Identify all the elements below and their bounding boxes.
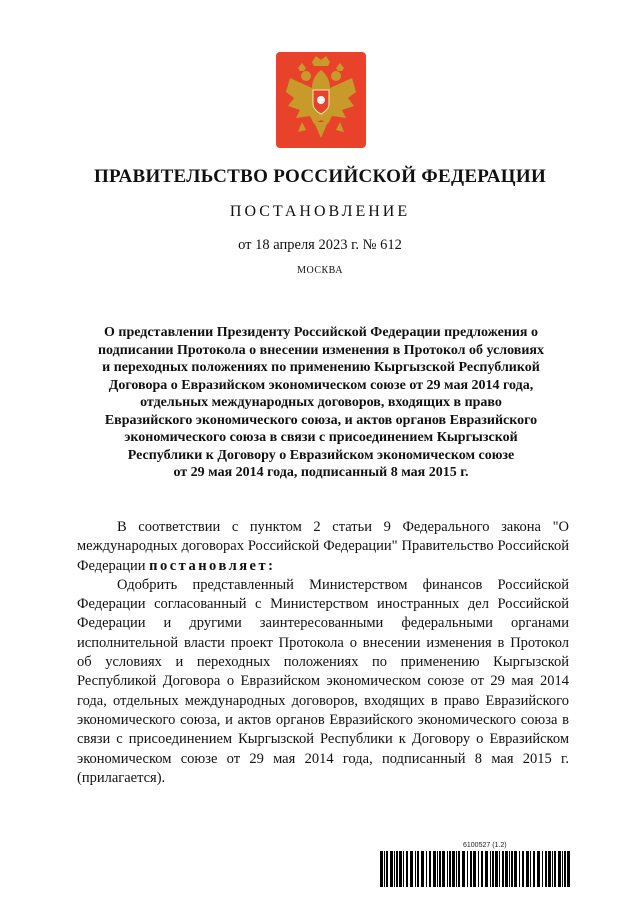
- barcode-bar: [433, 851, 436, 887]
- barcode-bar: [542, 851, 543, 887]
- heading-line: от 29 мая 2014 года, подписанный 8 мая 2015 г.: [173, 465, 469, 480]
- barcode-bar: [452, 851, 455, 887]
- barcode-bar: [490, 851, 491, 887]
- barcode-bar: [533, 851, 535, 887]
- barcode-bar: [386, 851, 388, 887]
- barcode-bar: [470, 851, 472, 887]
- barcode-bar: [410, 851, 413, 887]
- barcode-bar: [394, 851, 395, 887]
- barcode-bar: [403, 851, 404, 887]
- barcode-bar: [499, 851, 500, 887]
- page-title: ПРАВИТЕЛЬСТВО РОССИЙСКОЙ ФЕДЕРАЦИИ: [93, 166, 547, 187]
- barcode-bar: [558, 851, 561, 887]
- barcode-icon: [380, 851, 572, 887]
- barcode-bar: [495, 851, 498, 887]
- barcode-bar: [442, 851, 445, 887]
- heading-line: Евразийского экономического союза, и актов органов Евразийского: [104, 412, 538, 428]
- barcode-bar: [481, 851, 483, 887]
- barcode-bar: [502, 851, 504, 887]
- barcode-bar: [437, 851, 438, 887]
- barcode-bar: [439, 851, 441, 887]
- barcode-bar: [526, 851, 529, 887]
- heading-line: подписании Протокола о внесении изменения в Протокол об условиях: [97, 342, 545, 358]
- barcode-bar: [522, 851, 524, 887]
- barcode-bar: [399, 851, 402, 887]
- barcode-bar: [380, 851, 383, 887]
- preamble-text: В соответствии с пунктом 2 статьи 9 Федерального закона "О международных договорах Российской Федерации" Правительство Российской Федерации: [77, 519, 569, 574]
- document-body: [77, 518, 569, 788]
- barcode-bar: [390, 851, 393, 887]
- barcode-bar: [552, 851, 553, 887]
- barcode-bar: [485, 851, 488, 887]
- barcode-bar: [417, 851, 419, 887]
- barcode-bar: [473, 851, 476, 887]
- body-paragraph: Одобрить представленный Министерством финансов Российской Федерации согласованный с Министерством иностранных дел Российской Федерации и другими заинтересованными федеральными органами исполнительной власти проект Протокола о внесении изменения в Протокол об условиях и переходных положениях по применению Кыргызской Республикой Договора о Евразийском экономическом союзе от 29 мая 2014 года, отдельных международных договоров, входящих в право Евразийского экономического союза, и актов органов Евразийского экономического союза в связи с присоединением Кыргызской Республики к Договору о Евразийском экономическом союзе от 29 мая 2014 года, подписанный 8 мая 2015 г. (прилагается).: [77, 576, 569, 786]
- barcode-bar: [548, 851, 551, 887]
- heading-line: Договора о Евразийском экономическом союзе от 29 мая 2014 года,: [108, 377, 534, 393]
- barcode-bar: [567, 851, 570, 887]
- barcode-bar: [456, 851, 457, 887]
- heading-line: экономического союза в связи с присоединением Кыргызской: [124, 430, 518, 445]
- barcode-bar: [519, 851, 520, 887]
- body-paragraph: [77, 518, 569, 576]
- barcode-bar: [447, 851, 448, 887]
- barcode-bar: [530, 851, 531, 887]
- barcode-bar: [458, 851, 460, 887]
- heading-line: и переходных положениях по применению Кыргызской Республикой: [102, 360, 540, 375]
- barcode-bar: [462, 851, 465, 887]
- barcode-bar: [554, 851, 556, 887]
- barcode-bar: [564, 851, 566, 887]
- document-heading: [70, 324, 572, 482]
- barcode-bar: [449, 851, 451, 887]
- barcode-bar: [478, 851, 479, 887]
- document-type: ПОСТАНОВЛЕНИЕ: [229, 203, 411, 220]
- document-city: МОСКВА: [297, 265, 343, 276]
- coat-of-arms-icon: [276, 52, 366, 148]
- document-date-number: от 18 апреля 2023 г. № 612: [238, 237, 402, 253]
- resolves-keyword: постановляет:: [149, 557, 276, 574]
- barcode-bar: [537, 851, 540, 887]
- barcode-bar: [421, 851, 424, 887]
- heading-line: отдельных международных договоров, входящих в право: [140, 395, 502, 410]
- barcode-bar: [492, 851, 494, 887]
- barcode-bar: [509, 851, 510, 887]
- heading-line: О представлении Президенту Российской Федерации предложения о: [103, 325, 538, 340]
- barcode-bar: [562, 851, 563, 887]
- barcode-bar: [545, 851, 547, 887]
- barcode-bar: [429, 851, 431, 887]
- barcode-bar: [511, 851, 513, 887]
- barcode-bar: [406, 851, 408, 887]
- barcode-bar: [426, 851, 427, 887]
- document-code: 6100527 (1.2): [463, 842, 507, 849]
- barcode-bar: [415, 851, 416, 887]
- barcode-bar: [505, 851, 508, 887]
- barcode-bar: [514, 851, 517, 887]
- heading-line: Республики к Договору о Евразийском экономическом союзе: [127, 447, 515, 463]
- barcode-bar: [467, 851, 468, 887]
- barcode-bar: [396, 851, 398, 887]
- barcode-bar: [384, 851, 385, 887]
